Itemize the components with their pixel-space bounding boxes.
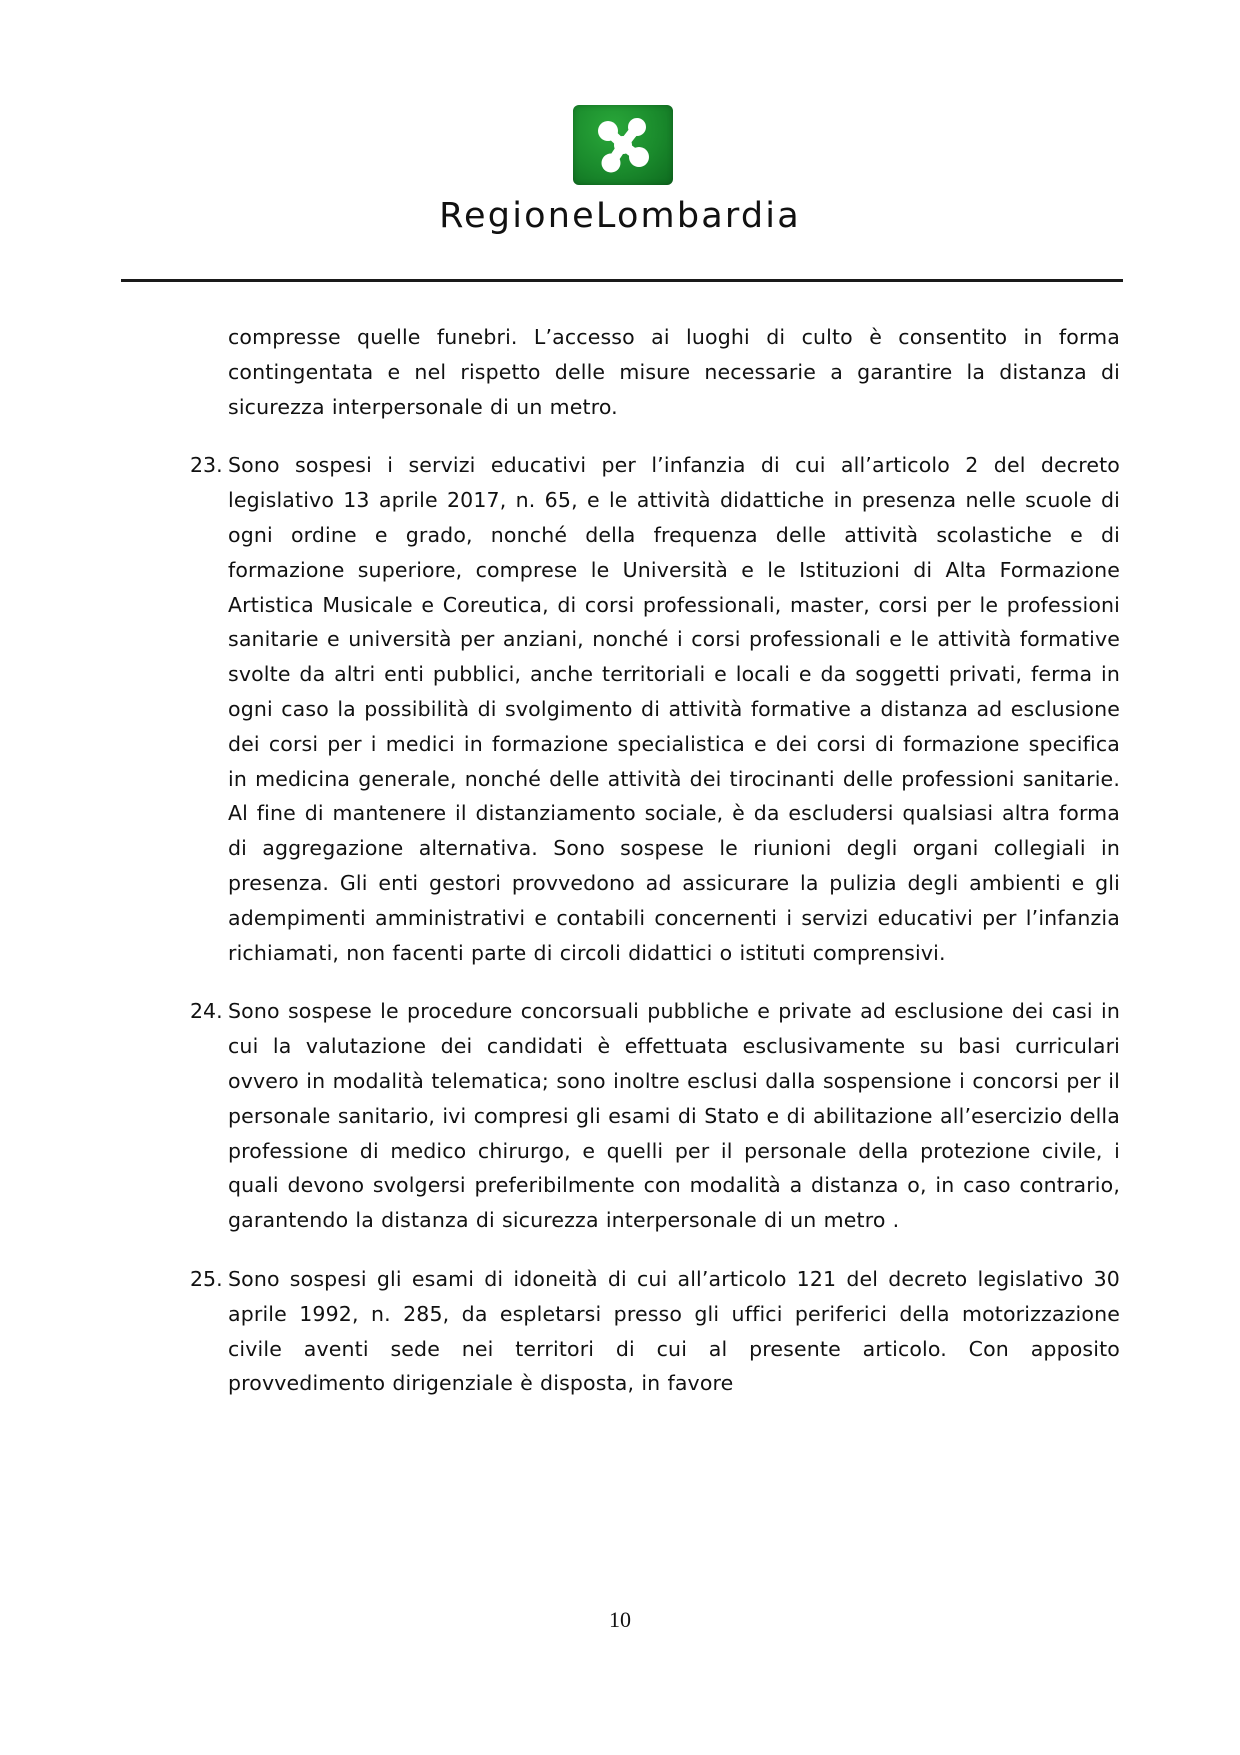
- document-body: [190, 320, 1120, 1401]
- list-item-25: [190, 1262, 1120, 1401]
- item-number: 25.: [190, 1266, 223, 1291]
- item-number: 24.: [190, 999, 223, 1024]
- list-item-24: [190, 994, 1120, 1238]
- lombardy-rose-cross-icon: [573, 105, 673, 185]
- item-text: Sono sospese le procedure concorsuali pubbliche e private ad esclusione dei casi in cui la valutazione dei candidati è effettuata esclusivamente su basi curriculari ovvero in modalità telematica; sono inoltre esclusi dalla sospensione i concorsi per il personale sanitario, ivi compresi gli esami di Stato e di abilitazione all’esercizio della professione di medico chirurgo, e quelli per il personale della protezione civile, i quali devono svolgersi preferibilmente con modalità a distanza o, in caso contrario, garantendo la distanza di sicurezza interpersonale di un metro .: [228, 999, 1120, 1233]
- brand-name: RegioneLombardia: [439, 196, 801, 236]
- item-text: Sono sospesi i servizi educativi per l’infanzia di cui all’articolo 2 del decreto legislativo 13 aprile 2017, n. 65, e le attività didattiche in presenza nelle scuole di ogni ordine e grado, nonché della frequenza delle attività scolastiche e di formazione superiore, comprese le Università e le Istituzioni di Alta Formazione Artistica Musicale e Coreutica, di corsi professionali, master, corsi per le professioni sanitarie e università per anziani, nonché i corsi professionali e le attività formative svolte da altri enti pubblici, anche territoriali e locali e da soggetti privati, ferma in ogni caso la possibilità di svolgimento di attività formative a distanza ad esclusione dei corsi per i medici in formazione specialistica e dei corsi di formazione specifica in medicina generale, nonché delle attività dei tirocinanti delle professioni sanitarie. Al fine di mantenere il distanziamento sociale, è da escludersi qualsiasi altra forma di aggregazione alternativa. Sono sospese le riunioni degli organi collegiali in presenza. Gli enti gestori provvedono ad assicurare la pulizia degli ambienti e gli adempimenti amministrativi e contabili concernenti i servizi educativi per l’infanzia richiamati, non facenti parte di circoli didattici o istituti comprensivi.: [228, 453, 1120, 965]
- regione-lombardia-logo: [573, 105, 673, 185]
- list-item-23: [190, 448, 1120, 970]
- item-text: Sono sospesi gli esami di idoneità di cui all’articolo 121 del decreto legislativo 30 aprile 1992, n. 285, da espletarsi presso gli uffici periferici della motorizzazione civile aventi sede nei territori di cui al presente articolo. Con apposito provvedimento dirigenziale è disposta, in favore: [228, 1266, 1120, 1396]
- continuation-paragraph: compresse quelle funebri. L’accesso ai luoghi di culto è consentito in forma contingentata e nel rispetto delle misure necessarie a garantire la distanza di sicurezza interpersonale di un metro.: [228, 325, 1120, 419]
- item-number: 23.: [190, 453, 223, 478]
- page-number: 10: [609, 1607, 631, 1632]
- header-divider: [121, 279, 1123, 282]
- document-header: [0, 0, 1240, 290]
